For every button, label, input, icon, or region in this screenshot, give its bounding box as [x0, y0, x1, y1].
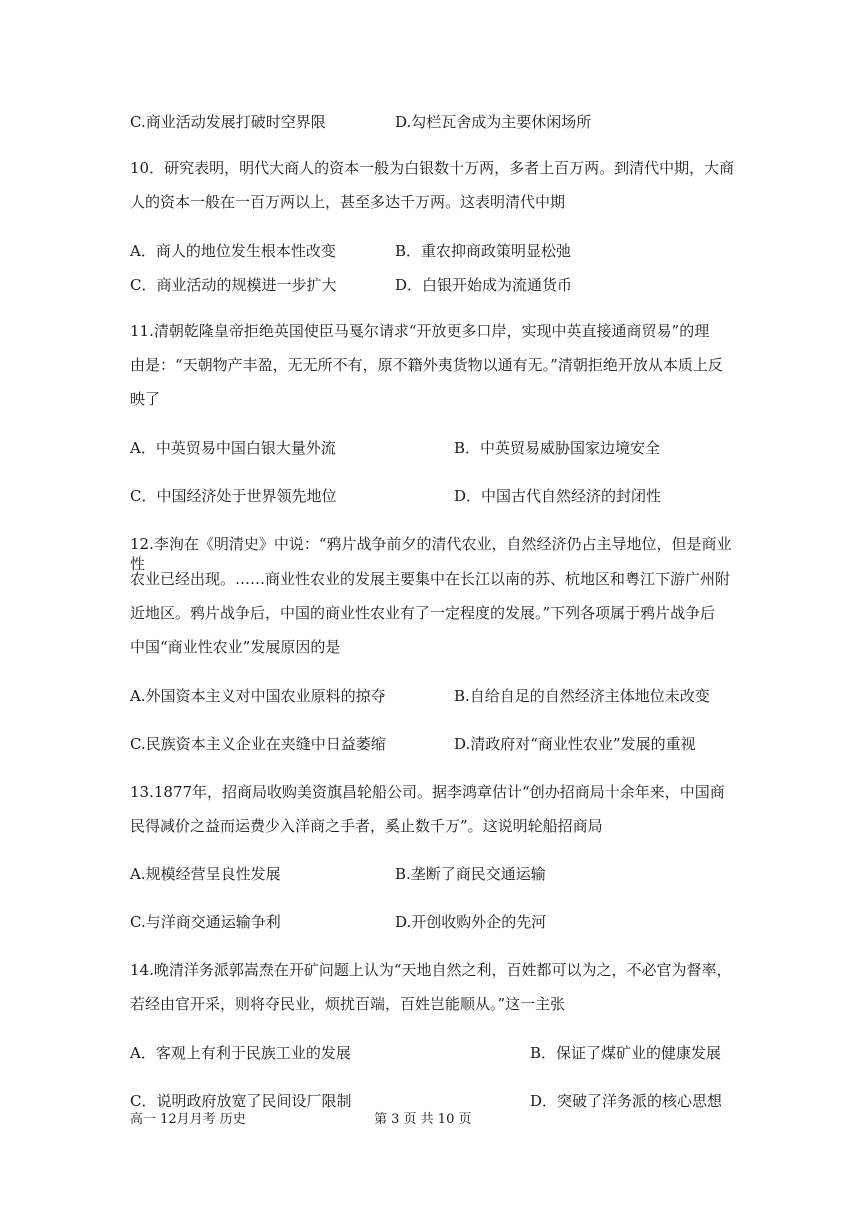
question-11-option-b: B．中英贸易威胁国家边境安全: [454, 439, 661, 457]
question-11-line-3: 映了: [130, 390, 161, 408]
question-14-line-2: 若经由官开采，则将夺民业，烦扰百端，百姓岂能顺从。”这一主张: [130, 995, 566, 1013]
question-12-line-2: 农业已经出现。……商业性农业的发展主要集中在长江以南的苏、杭地区和粤江下游广州附: [130, 570, 731, 588]
question-14-option-b: B．保证了煤矿业的健康发展: [530, 1044, 722, 1062]
question-12-line-1: 12.李洵在《明清史》中说：“鸦片战争前夕的清代农业，自然经济仍占主导地位，但是商业性: [130, 535, 732, 573]
footer-exam-label: 高一 12月月考 历史: [130, 1112, 246, 1127]
question-11-line-1: 11.清朝乾隆皇帝拒绝英国使臣马戛尔请求“开放更多口岸，实现中英直接通商贸易”的理: [130, 322, 710, 340]
question-14-line-1: 14.晚清洋务派郭嵩焘在开矿问题上认为“天地自然之利，百姓都可以为之，不必官为督率，: [130, 961, 732, 979]
question-12-option-d: D.清政府对“商业性农业”发展的重视: [454, 735, 696, 753]
question-10-option-c: C．商业活动的规模进一步扩大: [130, 276, 337, 294]
question-12-option-b: B.自给自足的自然经济主体地位未改变: [454, 687, 710, 705]
question-12-option-a: A.外国资本主义对中国农业原料的掠夺: [130, 687, 386, 705]
question-13-option-d: D.开创收购外企的先河: [395, 913, 547, 931]
question-10-option-d: D．白银开始成为流通货币: [395, 276, 573, 294]
question-10-option-b: B．重农抑商政策明显松弛: [395, 242, 572, 260]
question-13-option-c: C.与洋商交通运输争利: [130, 913, 281, 931]
question-10-option-a: A．商人的地位发生根本性改变: [130, 242, 336, 260]
question-12-option-c: C.民族资本主义企业在夹缝中日益萎缩: [130, 735, 386, 753]
question-10-line-1: 10．研究表明，明代大商人的资本一般为白银数十万两，多者上百万两。到清代中期，大商: [130, 159, 735, 177]
question-12-line-4: 中国“商业性农业”发展原因的是: [130, 638, 341, 656]
question-11-option-c: C．中国经济处于世界领先地位: [130, 487, 337, 505]
q9-option-c: C.商业活动发展打破时空界限: [130, 113, 326, 131]
question-11-option-a: A．中英贸易中国白银大量外流: [130, 439, 336, 457]
footer-page-number: 第 3 页 共 10 页: [374, 1112, 472, 1127]
question-13-option-a: A.规模经营呈良性发展: [130, 865, 281, 883]
question-14-option-a: A．客观上有利于民族工业的发展: [130, 1044, 351, 1062]
question-13-line-1: 13.1877年，招商局收购美资旗昌轮船公司。据李鸿章估计“创办招商局十余年来，中国商: [130, 783, 725, 801]
question-13-line-2: 民得减价之益而运费少入洋商之手者，奚止数千万”。这说明轮船招商局: [130, 817, 603, 835]
question-10-line-2: 人的资本一般在一百万两以上，甚至多达千万两。这表明清代中期: [130, 193, 566, 211]
question-12-line-3: 近地区。鸦片战争后，中国的商业性农业有了一定程度的发展。”下列各项属于鸦片战争后: [130, 604, 716, 622]
question-14-option-c: C．说明政府放宽了民间设厂限制: [130, 1092, 352, 1110]
question-11-option-d: D．中国古代自然经济的封闭性: [454, 487, 662, 505]
question-13-option-b: B.垄断了商民交通运输: [395, 865, 546, 883]
question-11-line-2: 由是：“天朝物产丰盈，无无所不有，原不籍外夷货物以通有无。”清朝拒绝开放从本质上反: [130, 356, 723, 374]
question-14-option-d: D．突破了洋务派的核心思想: [530, 1092, 723, 1110]
q9-option-d: D.勾栏瓦舍成为主要休闲场所: [395, 113, 592, 131]
